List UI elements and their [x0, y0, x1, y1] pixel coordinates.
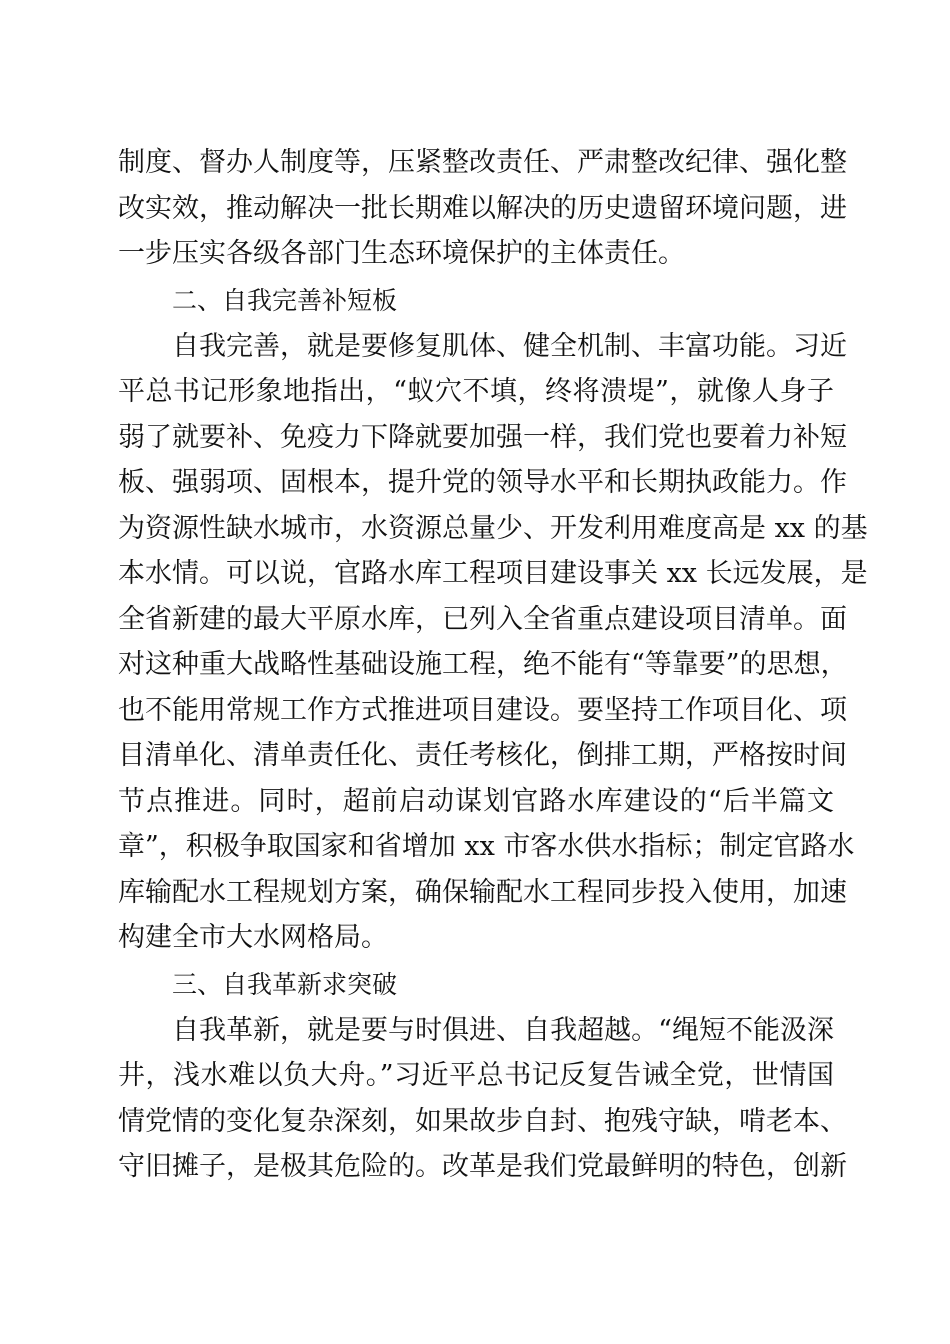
document-body [118, 140, 868, 1190]
paragraph-line: 节点推进。同时，超前启动谋划官路水库建设的“后半篇文 [118, 785, 834, 817]
paragraph-line: 情党情的变化复杂深刻，如果故步自封、抱残守缺，啃老本、 [118, 1105, 847, 1137]
paragraph-line: 板、强弱项、固根本，提升党的领导水平和长期执政能力。作 [118, 467, 847, 498]
paragraph-line: 自我完善，就是要修复肌体、健全机制、丰富功能。习近 [172, 330, 847, 362]
paragraph-line: 本水情。可以说，官路水库工程项目建设事关 xx 长远发展，是 [118, 558, 868, 589]
paragraph-line: 改实效，推动解决一批长期难以解决的历史遗留环境问题，进 [118, 192, 847, 224]
paragraph-line: 守旧摊子，是极其危险的。改革是我们党最鲜明的特色，创新 [118, 1151, 847, 1182]
paragraph-line: 井，浅水难以负大舟。”习近平总书记反复告诫全党，世情国 [118, 1060, 834, 1091]
paragraph-line: 目清单化、清单责任化、责任考核化，倒排工期，严格按时间 [118, 740, 847, 771]
section-heading-2: 二、自我完善补短板 [172, 285, 398, 315]
section-heading-3: 三、自我革新求突破 [172, 969, 398, 999]
paragraph-line: 章”，积极争取国家和省增加 xx 市客水供水指标；制定官路水 [118, 831, 855, 862]
paragraph-line: 对这种重大战略性基础设施工程，绝不能有“等靠要”的思想， [118, 649, 848, 680]
paragraph-line: 全省新建的最大平原水库，已列入全省重点建设项目清单。面 [118, 603, 847, 635]
paragraph-line: 为资源性缺水城市，水资源总量少、开发利用难度高是 xx 的基 [118, 512, 868, 544]
paragraph-line: 也不能用常规工作方式推进项目建设。要坚持工作项目化、项 [118, 694, 847, 726]
paragraph-line: 制度、督办人制度等，压紧整改责任、严肃整改纪律、强化整 [118, 147, 847, 178]
paragraph-line: 一步压实各级各部门生态环境保护的主体责任。 [118, 238, 685, 269]
paragraph-line: 弱了就要补、免疫力下降就要加强一样，我们党也要着力补短 [118, 421, 847, 453]
paragraph-line: 自我革新，就是要与时俱进、自我超越。“绳短不能汲深 [172, 1014, 834, 1046]
paragraph-line: 库输配水工程规划方案，确保输配水工程同步投入使用，加速 [118, 876, 847, 908]
paragraph-line: 构建全市大水网格局。 [118, 922, 388, 953]
paragraph-line: 平总书记形象地指出，“蚁穴不填，终将溃堤”，就像人身子 [118, 376, 834, 407]
